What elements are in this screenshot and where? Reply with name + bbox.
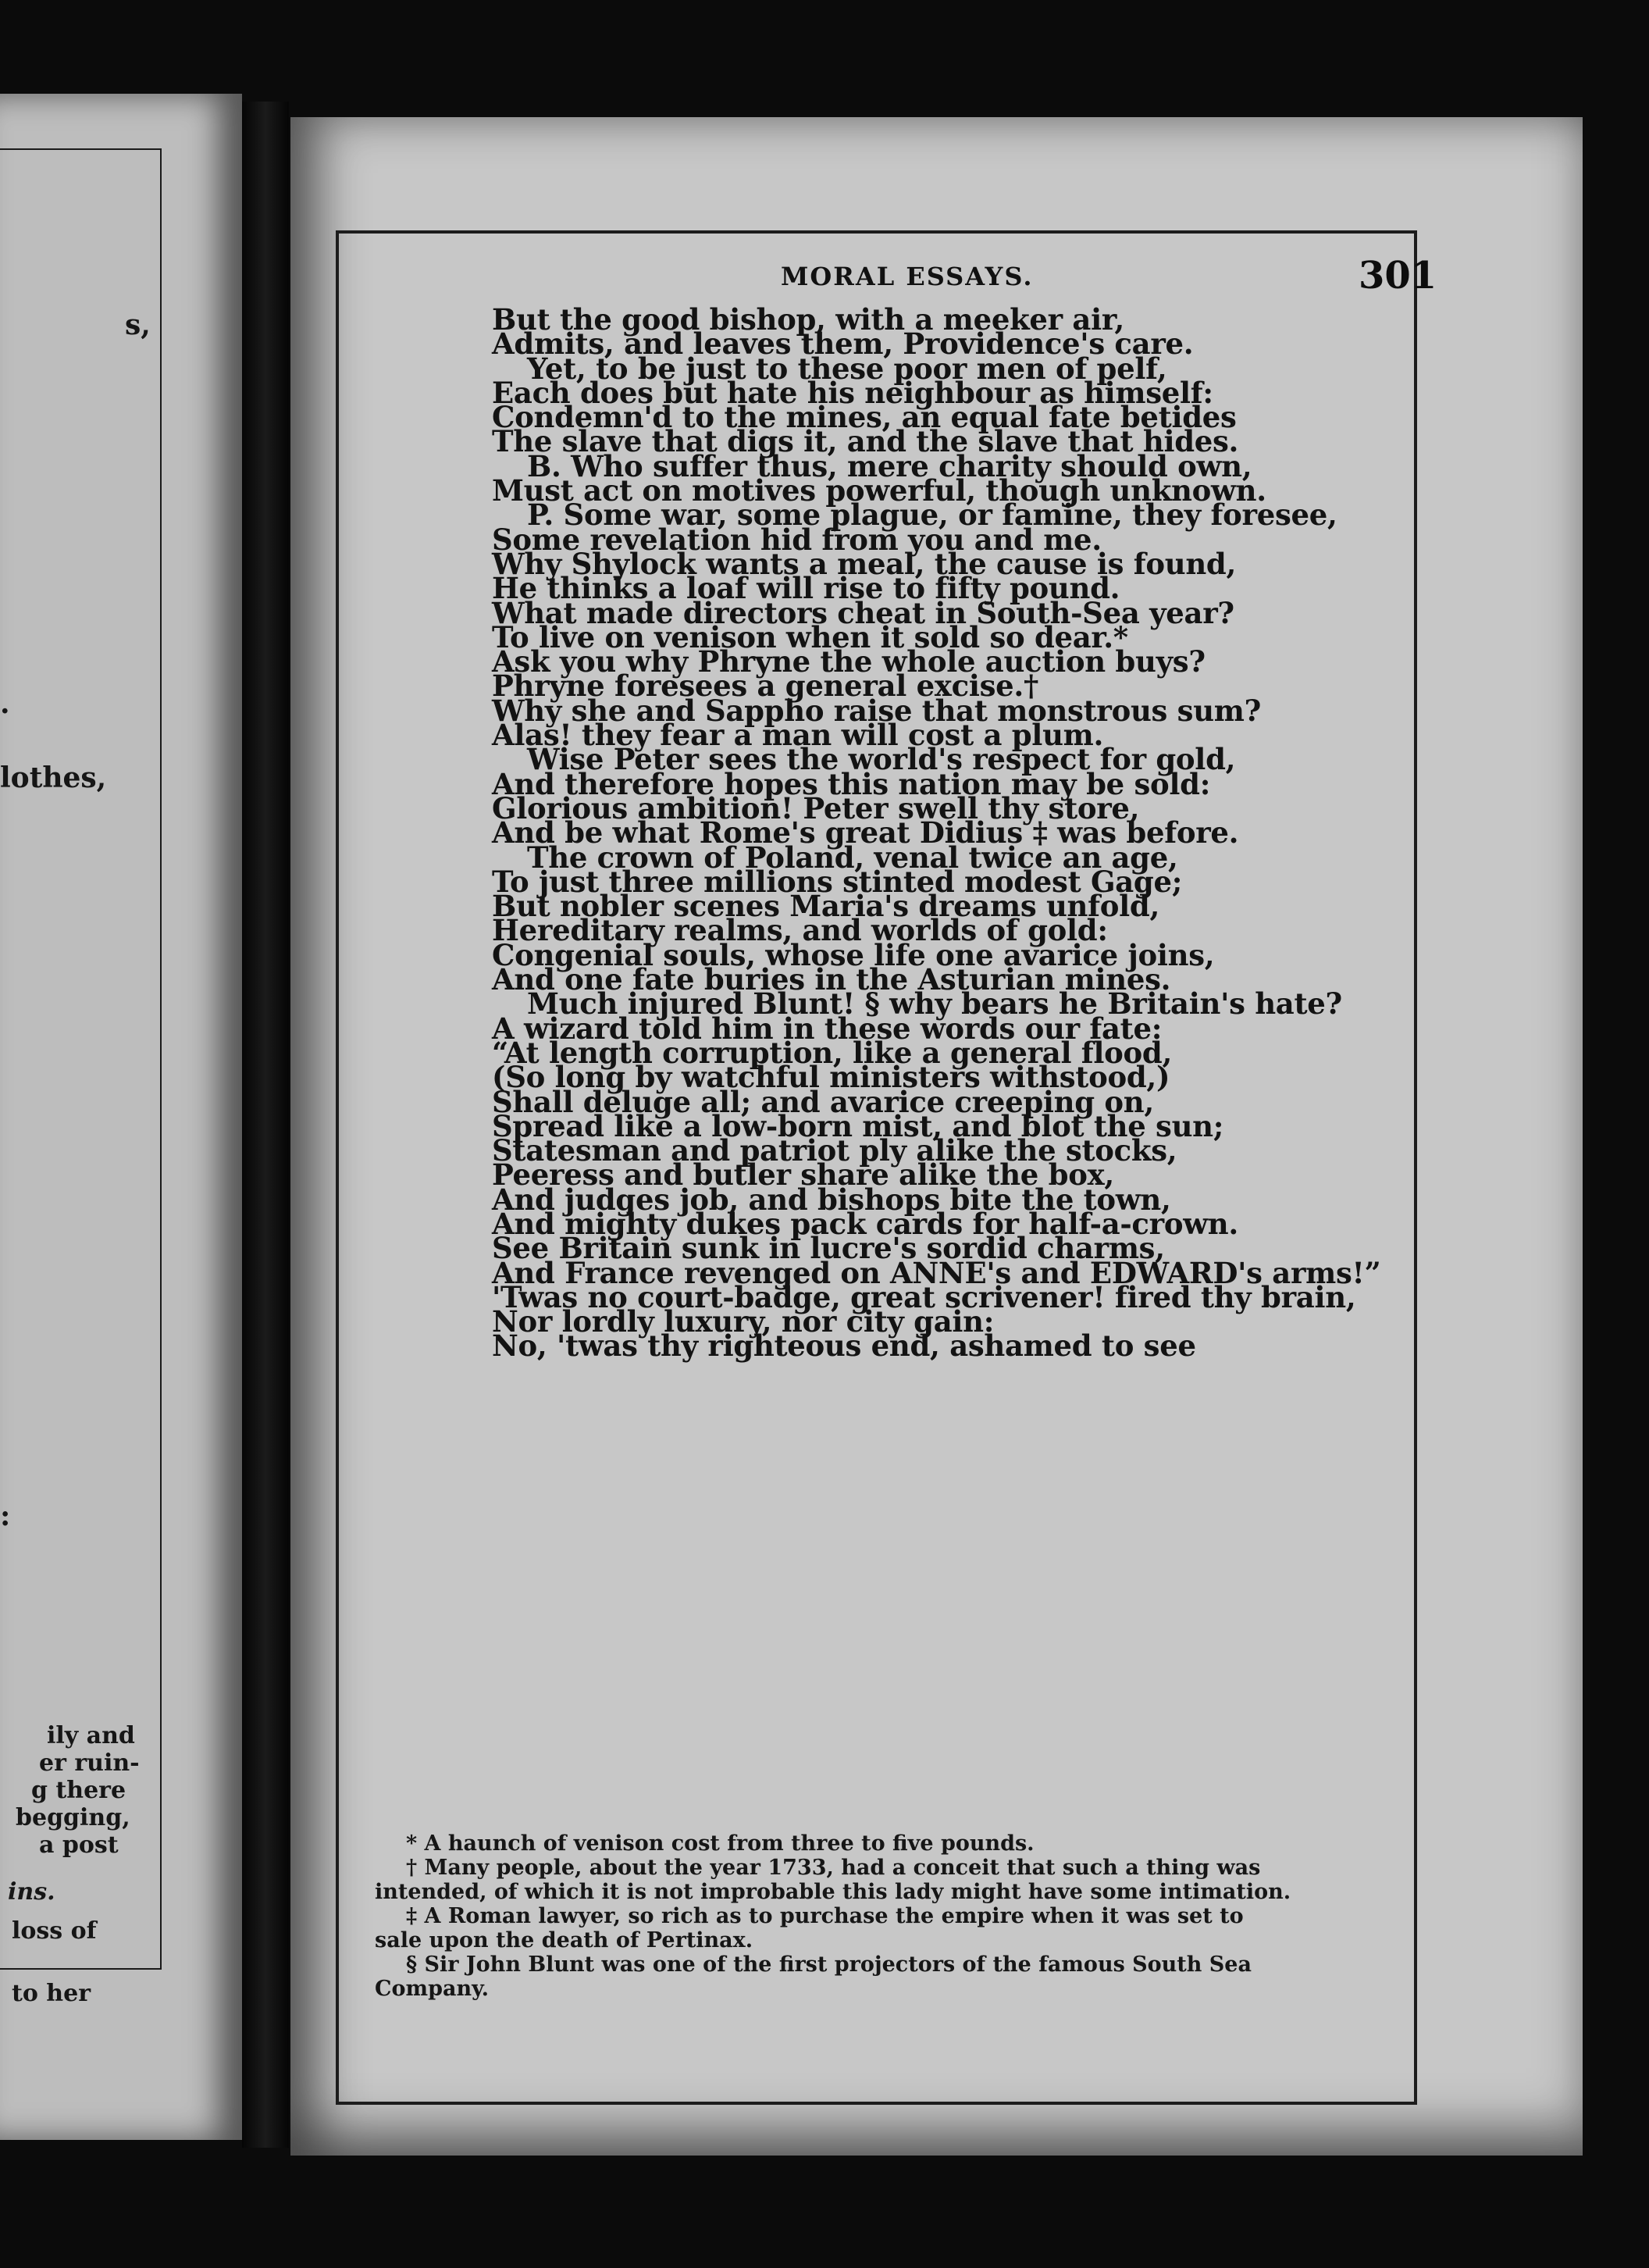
poem-line: And therefore hopes this nation may be sold: [492,766,1211,801]
poem-line: Statesman and patriot ply alike the stocks, [492,1133,1177,1168]
poem-line: (So long by watchful ministers withstood,) [492,1060,1170,1095]
left-fragment: . [0,687,10,720]
poem-line: What made directors cheat in South-Sea year? [492,595,1234,630]
left-fragment: to her [12,1980,91,2007]
footnote-line: * A haunch of venison cost from three to five pounds. [406,1831,1035,1856]
poem-line: Spread like a low-born mist, and blot the sun; [492,1108,1224,1143]
left-fragment: lothes, [0,761,107,794]
left-page-bottom-rule [0,1968,162,1970]
running-head: MORAL ESSAYS. [781,262,1034,291]
footnote-line: † Many people, about the year 1733, had a conceit that such a thing was [406,1856,1261,1880]
left-page-border [160,148,162,1968]
poem-line: No, 'twas thy righteous end, ashamed to see [492,1328,1196,1364]
poem-line: Congenial souls, whose life one avarice joins, [492,937,1215,972]
left-fragment: begging, [16,1804,130,1831]
poem-line: A wizard told him in these words our fate: [492,1011,1163,1046]
poem-line: P. Some war, some plague, or famine, they foresee, [527,497,1337,533]
poem-line: Why she and Sappho raise that monstrous sum? [492,693,1262,728]
poem-line: He thinks a loaf will rise to fifty pound. [492,571,1120,606]
poem-line: But the good bishop, with a meeker air, [492,302,1124,337]
poem-line: Glorious ambition! Peter swell thy store, [492,790,1140,826]
poem-line: Shall deluge all; and avarice creeping on, [492,1084,1154,1119]
poem-line: The crown of Poland, venal twice an age, [527,840,1178,875]
left-fragment: s, [125,308,151,341]
footnotes [375,1831,1390,2001]
footnote-line: sale upon the death of Pertinax. [375,1928,753,1952]
poem-line: Much injured Blunt! § why bears he Britain's hate? [527,986,1342,1022]
poem-line: Wise Peter sees the world's respect for gold, [527,742,1236,777]
poem-line: To just three millions stinted modest Gage; [492,864,1183,899]
poem-text [492,302,1398,1364]
poem-line: Ask you why Phryne the whole auction buys? [492,644,1206,679]
poem-line: And be what Rome's great Didius ‡ was before. [492,815,1239,850]
poem-line: 'Twas no court-badge, great scrivener! fired thy brain, [492,1279,1356,1314]
left-fragment: : [0,1500,11,1532]
poem-line: The slave that digs it, and the slave that hides. [492,424,1239,459]
footnote-line: § Sir John Blunt was one of the first projectors of the famous South Sea [406,1952,1252,1977]
poem-line: Nor lordly luxury, nor city gain: [492,1304,995,1339]
poem-line: And mighty dukes pack cards for half-a-crown. [492,1206,1238,1241]
left-fragment: a post [39,1831,119,1859]
left-page-top-rule [0,148,162,150]
page-number: 301 [1359,254,1437,298]
left-fragment: loss of [12,1917,97,1945]
poem-line: Must act on motives powerful, though unknown. [492,473,1266,508]
poem-line: “At length corruption, like a general flood, [492,1035,1173,1070]
left-facing-page [0,94,242,2140]
poem-line: Alas! they fear a man will cost a plum. [492,718,1104,753]
poem-line: Each does but hate his neighbour as himself: [492,375,1213,410]
footnote-line: intended, of which it is not improbable this lady might have some intimation. [375,1880,1291,1904]
poem-line: To live on venison when it sold so dear.* [492,619,1128,654]
left-fragment: ins. [8,1878,55,1906]
poem-line: And one fate buries in the Asturian mines. [492,962,1171,997]
footnote-line: ‡ A Roman lawyer, so rich as to purchase the empire when it was set to [406,1904,1244,1928]
poem-line: See Britain sunk in lucre's sordid charms, [492,1231,1165,1266]
poem-line: Yet, to be just to these poor men of pelf, [527,351,1167,386]
poem-line: Admits, and leaves them, Providence's care. [492,326,1194,362]
poem-line: Why Shylock wants a meal, the cause is found, [492,546,1237,581]
poem-line: B. Who suffer thus, mere charity should own, [527,448,1252,483]
poem-line: Some revelation hid from you and me. [492,522,1102,557]
poem-line: Condemn'd to the mines, an equal fate betides [492,400,1237,435]
left-fragment: er ruin- [39,1749,140,1777]
poem-line: Hereditary realms, and worlds of gold: [492,913,1108,948]
poem-line: But nobler scenes Maria's dreams unfold, [492,889,1160,924]
book-gutter [242,102,289,2148]
poem-line: Peeress and butler share alike the box, [492,1157,1114,1193]
footnote-line: Company. [375,1977,490,2001]
poem-line: Phryne foresees a general excise.† [492,669,1038,704]
left-fragment: ily and [47,1722,135,1749]
poem-line: And judges job, and bishops bite the town, [492,1182,1171,1217]
poem-line: And France revenged on ANNE's and EDWARD's arms!” [492,1255,1381,1290]
left-fragment: g there [31,1777,126,1804]
